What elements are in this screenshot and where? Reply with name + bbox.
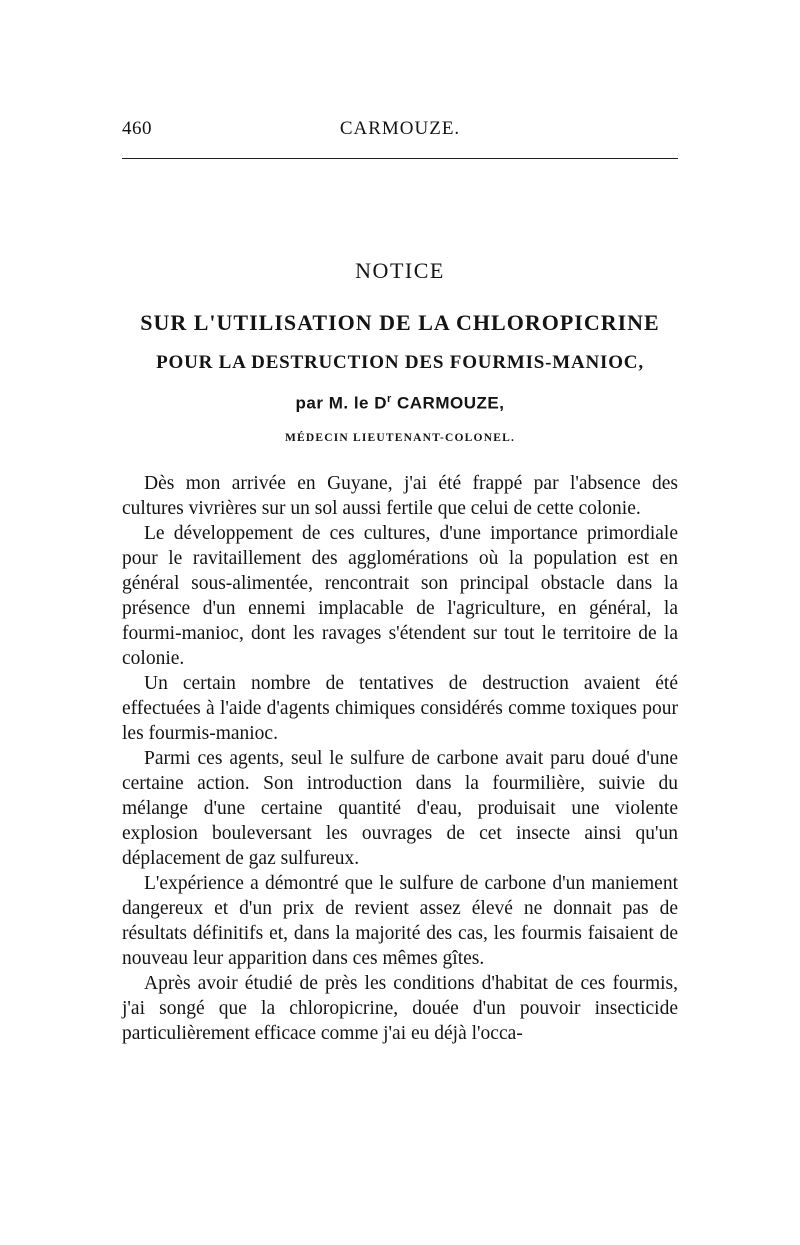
paragraph: L'expérience a démontré que le sulfure de carbone d'un maniement dangereux et d'un prix de revient assez élevé ne donnait pas de résultats définitifs et, dans la majorité des cas, les fourmis faisaient de nouveau leur apparition dans ces mêmes gîtes.	[122, 873, 678, 969]
article-title-line-2: POUR LA DESTRUCTION DES FOURMIS-MANIOC,	[156, 352, 644, 373]
running-title: CARMOUZE.	[339, 118, 461, 139]
byline-superscript: r	[387, 393, 392, 405]
paragraph: Un certain nombre de tentatives de destruction avaient été effectuées à l'aide d'agents chimiques considérés comme toxiques pour les fourmis-manioc.	[122, 673, 678, 744]
author-affiliation: MÉDECIN LIEUTENANT-COLONEL.	[284, 432, 516, 444]
paragraph: Parmi ces agents, seul le sulfure de carbone avait paru doué d'une certaine action. Son introduction dans la fourmilière, suivie du mélange d'une certaine quantité d'eau, produisait une violente explosion bouleversant les ouvrages de cet insecte ainsi qu'un déplacement de gaz sulfureux.	[122, 748, 678, 869]
byline-prefix: par M. le D	[295, 393, 387, 413]
byline-author-name: CARMOUZE,	[391, 393, 505, 413]
article-title-line-1: SUR L'UTILISATION DE LA CHLOROPICRINE	[140, 310, 660, 335]
notice-title: NOTICE	[355, 258, 445, 283]
paragraph: Le développement de ces cultures, d'une importance primordiale pour le ravitaillement des agglomérations où la population est en général sous-alimentée, rencontrait son principal obstacle dans la présence d'un ennemi implacable de l'agriculture, en général, la fourmi-manioc, dont les ravages s'étendent sur tout le territoire de la colonie.	[122, 523, 678, 669]
paragraph: Dès mon arrivée en Guyane, j'ai été frappé par l'absence des cultures vivrières sur un sol aussi fertile que celui de cette colonie.	[122, 473, 678, 519]
body-text	[122, 471, 678, 1046]
header-rule	[122, 158, 678, 159]
paragraph: Après avoir étudié de près les conditions d'habitat de ces fourmis, j'ai songé que la chloropicrine, douée d'un pouvoir insecticide particulièrement efficace comme j'ai eu déjà l'occa-	[122, 973, 678, 1044]
page-number: 460	[122, 118, 152, 139]
author-byline	[0, 393, 800, 414]
running-head	[122, 118, 678, 144]
